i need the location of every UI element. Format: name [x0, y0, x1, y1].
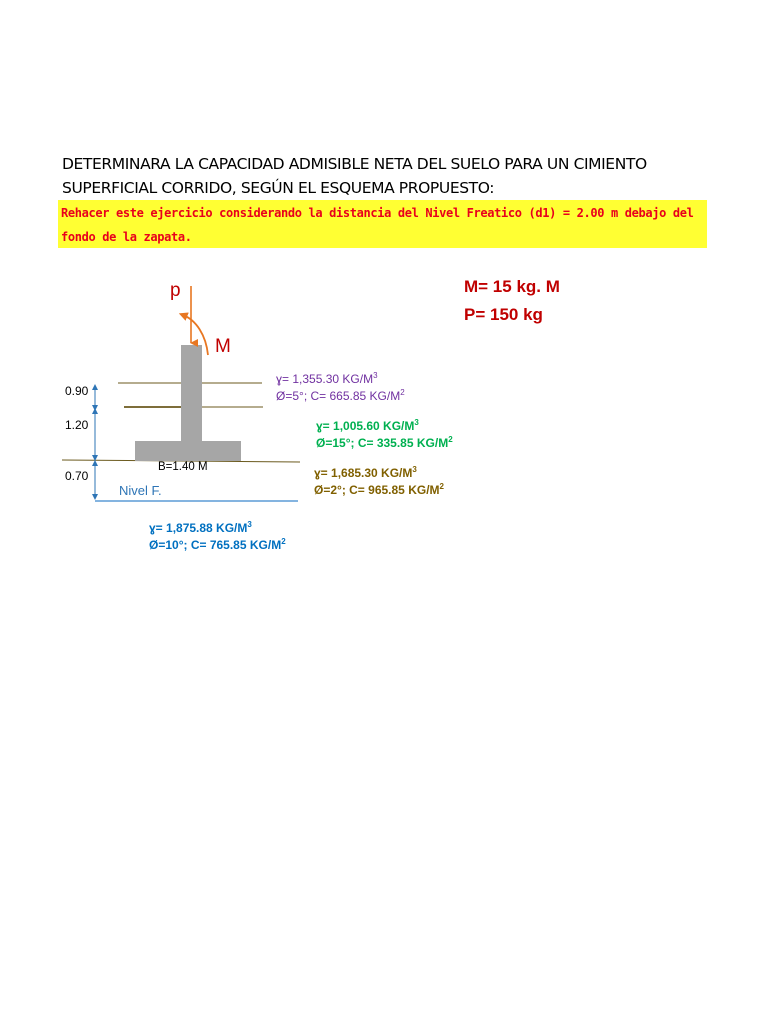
dimension-label-1: 0.90	[65, 384, 89, 398]
dimension-label-2: 1.20	[65, 418, 89, 432]
dimension-label-3: 0.70	[65, 469, 89, 483]
title-line-2: SUPERFICIAL CORRIDO, SEGÚN EL ESQUEMA PROPUESTO:	[62, 179, 495, 197]
soil-layer-3: ɣ= 1,685.30 $KG/M^3$ Ø=2°; C= 965.85 $KG/M^2$	[314, 465, 444, 497]
footing-width-label: B=1.40 M	[158, 461, 208, 473]
note-line-1: Rehacer este ejercicio considerando la distancia del Nivel Freatico (d1) = 2.00 m debajo del	[61, 206, 694, 220]
soil-layer-4: ɣ= 1,875.88 $KG/M^3$ Ø=10°; C= 765.85 $KG/M^2$	[149, 520, 286, 552]
soil-layer-1: ɣ= 1,355.30 $KG/M^3$ Ø=5°; C= 665.85 $KG/M^2$	[276, 371, 405, 403]
footing-base	[135, 441, 241, 461]
soil-4-phi-c: Ø=10°; C= 765.85 KG/M	[149, 538, 282, 552]
soil-layer-2: ɣ= 1,005.60 $KG/M^3$ Ø=15°; C= 335.85 $KG/M^2$	[316, 418, 453, 450]
soil-1-phi-c: Ø=5°; C= 665.85 KG/M	[276, 389, 401, 403]
title-line-1: DETERMINARA LA CAPACIDAD ADMISIBLE NETA DEL SUELO PARA UN CIMIENTO	[62, 155, 647, 173]
soil-3-gamma: ɣ= 1,685.30 KG/M	[314, 466, 413, 480]
note-line-2: fondo de la zapata.	[61, 230, 192, 244]
dim-arrow-4	[92, 460, 98, 466]
load-p-label: p	[170, 280, 181, 301]
moment-m-label: M	[215, 336, 231, 357]
soil-4-gamma: ɣ= 1,875.88 KG/M	[149, 521, 248, 535]
soil-3-phi-c: Ø=2°; C= 965.85 KG/M	[314, 483, 440, 497]
dim-arrow-top	[92, 384, 98, 390]
water-table-label: Nivel F.	[119, 483, 162, 498]
soil-2-gamma: ɣ= 1,005.60 KG/M	[316, 419, 415, 433]
moment-value: M= 15 kg. M	[464, 277, 560, 296]
soil-2-phi-c: Ø=15°; C= 335.85 KG/M	[316, 436, 449, 450]
soil-1-gamma: ɣ= 1,355.30 KG/M	[276, 372, 374, 386]
load-value: P= 150 kg	[464, 305, 543, 324]
dim-arrow-2	[92, 408, 98, 414]
footing-column	[181, 345, 202, 441]
dim-arrow-bottom	[92, 494, 98, 500]
